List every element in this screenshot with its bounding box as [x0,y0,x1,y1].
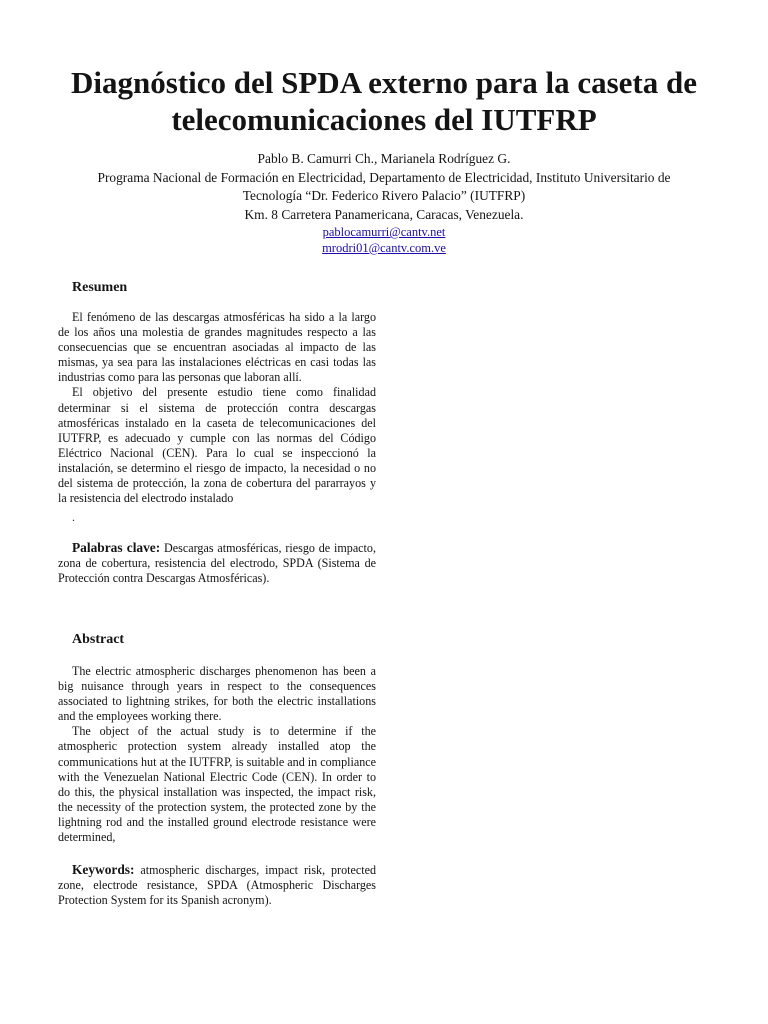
palabras-clave-text: Descargas atmosféricas, riesgo de impacto, zona de cobertura, resistencia del electrodo, SPDA (Sistema de Protección contra Descargas Atmosféricas). [58,541,376,586]
address: Km. 8 Carretera Panamericana, Caracas, Venezuela. [244,206,524,222]
email-link-2[interactable]: mrodri01@cantv.com.ve [322,241,446,255]
keywords-block [58,862,376,908]
affiliation-line-2: Tecnología “Dr. Federico Rivero Palacio” (IUTFRP) [242,188,526,203]
author-block [40,150,728,256]
resumen-body [58,310,376,506]
keywords-text: atmospheric discharges, impact risk, protected zone, electrode resistance, SPDA (Atmospheric Discharges Protection System for its Spanish acronym). [58,863,376,908]
abstract-paragraph-2: The object of the actual study is to determine if the atmospheric protection system already installed atop the communications hut at the IUTFRP, is suitable and in compliance with the Venezuelan National Electric Code (CEN). In order to do this, the physical installation was inspected, the impact risk, the necessity of the protection system, the protected zone by the lightning rod and the installed ground electrode resistance were determined, [58,724,376,845]
affiliation-line-1: Programa Nacional de Formación en Electricidad, Departamento de Electricidad, Instituto Universitario de [97,169,671,185]
palabras-clave-label: Palabras clave: [72,540,161,555]
keywords-label: Keywords: [72,862,135,877]
abstract-heading: Abstract [72,632,125,647]
title-line-1: Diagnóstico del SPDA externo para la caseta de [71,65,697,100]
resumen-trailing-dot: . [72,510,75,524]
paper-title [40,64,728,138]
abstract-paragraph-1: The electric atmospheric discharges phenomenon has been a big nuisance through years in respect to the consequences associated to lightning strikes, for both the electric installations and the employees working there. [58,664,376,724]
resumen-paragraph-2: El objetivo del presente estudio tiene como finalidad determinar si el sistema de protección contra descargas atmosféricas instalado en la caseta de telecomunicaciones del IUTFRP, es adecuado y cumple con las normas del Código Eléctrico Nacional (CEN). Para lo cual se inspeccionó la instalación, se determino el riesgo de impacto, la necesidad o no del sistema de protección, la zona de cobertura del pararrayos y la resistencia del electrodo instalado [58,385,376,506]
abstract-body [58,664,376,845]
title-line-2: telecomunicaciones del IUTFRP [171,102,597,137]
author-names: Pablo B. Camurri Ch., Marianela Rodríguez G. [257,151,511,166]
resumen-paragraph-1: El fenómeno de las descargas atmosféricas ha sido a la largo de los años una molestia de grandes magnitudes respecto a las consecuencias que se encuentran asociadas al impacto de las mismas, ya sea para las instalaciones eléctricas en casi todas las industrias como para las personas que laboran allí. [58,310,376,385]
email-link-1[interactable]: pablocamurri@cantv.net [322,225,446,239]
palabras-clave-block [58,540,376,586]
resumen-heading: Resumen [72,280,128,295]
